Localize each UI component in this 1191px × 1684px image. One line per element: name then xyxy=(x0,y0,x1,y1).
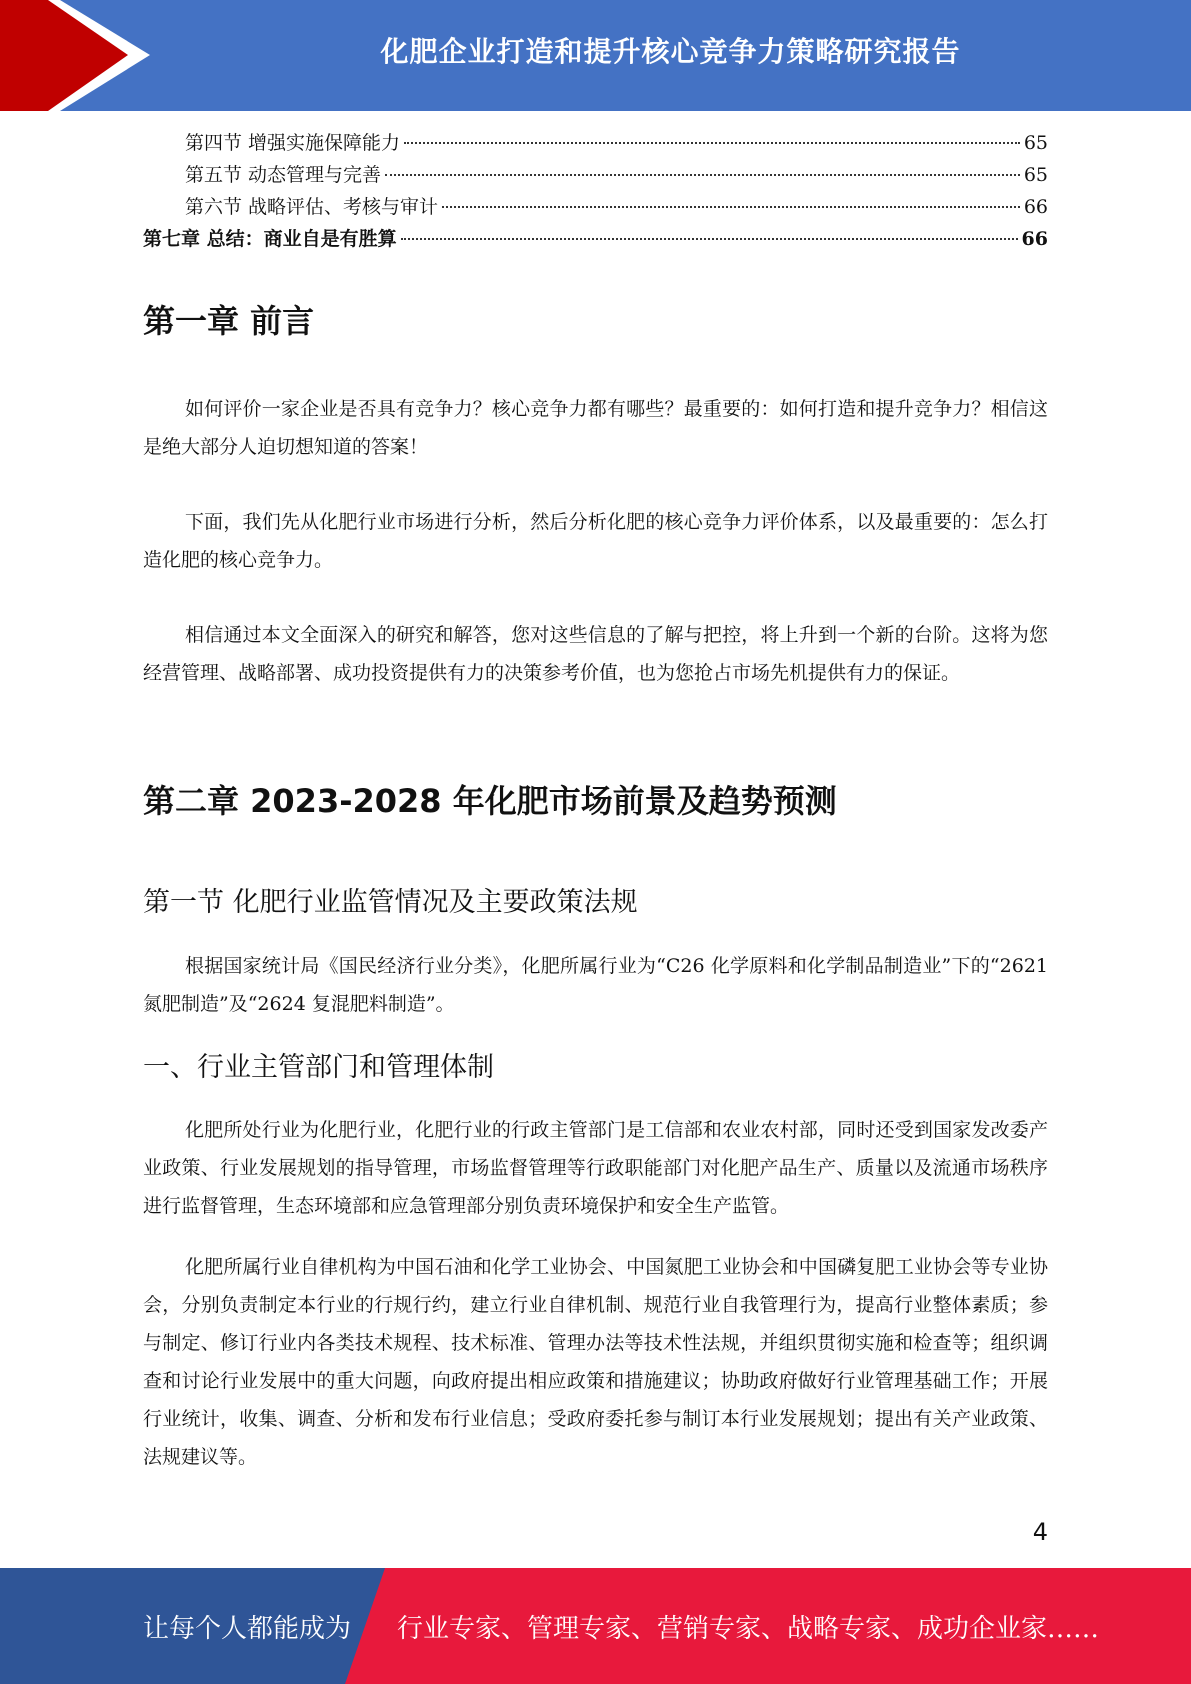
chapter-1-paragraph: 如何评价一家企业是否具有竞争力？核心竞争力都有哪些？最重要的：如何打造和提升竞争力？相信这是绝大部分人迫切想知道的答案！ xyxy=(143,398,1048,458)
chapter-1-title: 第一章 前言 xyxy=(143,302,315,340)
table-of-contents xyxy=(143,128,1048,256)
toc-leader-dots xyxy=(442,206,1020,208)
page-number: 4 xyxy=(1032,1518,1048,1546)
header-arrow-decoration xyxy=(0,0,150,111)
page-header xyxy=(0,0,1191,111)
toc-leader-dots xyxy=(385,174,1020,176)
toc-entry[interactable] xyxy=(143,192,1048,224)
toc-entry-page: 65 xyxy=(1023,132,1048,154)
toc-leader-dots xyxy=(401,238,1018,240)
toc-entry[interactable] xyxy=(143,224,1048,256)
toc-entry[interactable] xyxy=(143,128,1048,160)
toc-entry-label: 第四节 增强实施保障能力 xyxy=(185,132,401,154)
subsection-1-paragraph: 化肥所属行业自律机构为中国石油和化学工业协会、中国氮肥工业协会和中国磷复肥工业协会等专业协会，分别负责制定本行业的行规行约，建立行业自律机制、规范行业自我管理行为，提高行业整体素质；参与制定、修订行业内各类技术规程、技术标准、管理办法等技术性法规，并组织贯彻实施和检查等；组织调查和讨论行业发展中的重大问题，向政府提出相应政策和措施建议；协助政府做好行业管理基础工作；开展行业统计，收集、调查、分析和发布行业信息；受政府委托参与制订本行业发展规划；提出有关产业政策、法规建议等。 xyxy=(143,1256,1048,1468)
chapter-1-paragraph: 相信通过本文全面深入的研究和解答，您对这些信息的了解与把控，将上升到一个新的台阶。这将为您经营管理、战略部署、成功投资提供有力的决策参考价值，也为您抢占市场先机提供有力的保证。 xyxy=(143,624,1048,684)
toc-entry-label: 第七章 总结：商业自是有胜算 xyxy=(143,228,397,250)
subsection-1-title: 一、行业主管部门和管理体制 xyxy=(143,1052,494,1083)
footer-slogan-right: 行业专家、管理专家、营销专家、战略专家、成功企业家…… xyxy=(397,1613,1100,1644)
toc-entry-page: 66 xyxy=(1021,228,1048,250)
footer-slogan-left: 让每个人都能成为 xyxy=(143,1613,352,1644)
toc-entry-label: 第六节 战略评估、考核与审计 xyxy=(185,196,439,218)
toc-entry-page: 65 xyxy=(1023,164,1048,186)
page-footer xyxy=(0,1568,1191,1684)
chapter-2-title: 第二章 2023-2028 年化肥市场前景及趋势预测 xyxy=(143,782,837,820)
subsection-1-paragraph: 化肥所处行业为化肥行业，化肥行业的行政主管部门是工信部和农业农村部，同时还受到国家发改委产业政策、行业发展规划的指导管理，市场监督管理等行政职能部门对化肥产品生产、质量以及流通市场秩序进行监督管理，生态环境部和应急管理部分别负责环境保护和安全生产监管。 xyxy=(143,1119,1048,1217)
header-title: 化肥企业打造和提升核心竞争力策略研究报告 xyxy=(380,35,961,68)
toc-entry-label: 第五节 动态管理与完善 xyxy=(185,164,382,186)
toc-entry[interactable] xyxy=(143,160,1048,192)
section-1-paragraph: 根据国家统计局《国民经济行业分类》，化肥所属行业为“C26 化学原料和化学制品制造业”下的“2621 氮肥制造”及“2624 复混肥料制造”。 xyxy=(143,955,1048,1015)
chapter-1-paragraph: 下面，我们先从化肥行业市场进行分析，然后分析化肥的核心竞争力评价体系，以及最重要的：怎么打造化肥的核心竞争力。 xyxy=(143,511,1048,571)
section-1-title: 第一节 化肥行业监管情况及主要政策法规 xyxy=(143,887,638,918)
toc-leader-dots xyxy=(404,142,1020,144)
toc-entry-page: 66 xyxy=(1023,196,1048,218)
